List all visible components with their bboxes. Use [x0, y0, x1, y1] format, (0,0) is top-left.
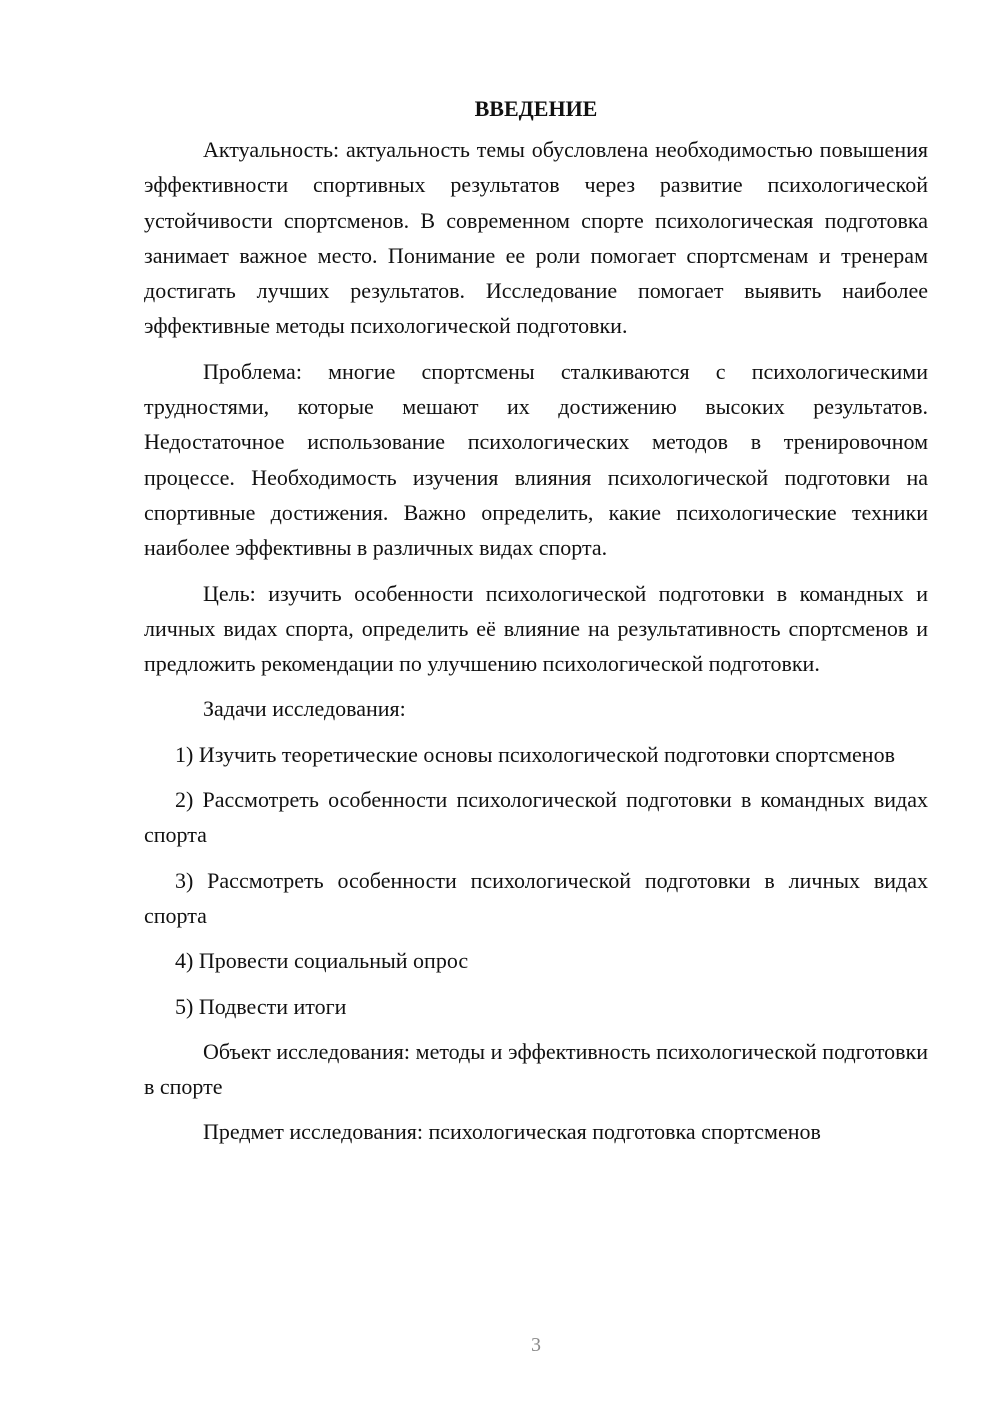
paragraph-tasks-heading: Задачи исследования:	[203, 696, 406, 722]
task-item-5: 5) Подвести итоги	[175, 993, 347, 1019]
paragraph-research-subject: Предмет исследования: психологическая подготовка спортсменов	[203, 1119, 821, 1145]
task-item-2: 2) Рассмотреть особенности психологической подготовки в командных видах спорта	[144, 787, 928, 848]
task-item-1: 1) Изучить теоретические основы психологической подготовки спортсменов	[175, 741, 895, 767]
page-title: ВВЕДЕНИЕ	[474, 96, 598, 121]
task-item-3: 3) Рассмотреть особенности психологической подготовки в личных видах спорта	[144, 867, 928, 928]
page-content	[144, 92, 928, 1160]
page-number: 3	[531, 1334, 541, 1356]
paragraph-problem: Проблема: многие спортсмены сталкиваются с психологическими трудностями, которые мешают их достижению высоких результатов. Недостаточное использование психологических методов в тренировочном процессе. Необходимость изучения влияния психологической подготовки на спортивные достижения. Важно определить, какие психологические техники наиболее эффективны в различных видах спорта.	[144, 358, 928, 561]
paragraph-research-object: Объект исследования: методы и эффективность психологической подготовки в спорте	[144, 1038, 928, 1100]
task-item-4: 4) Провести социальный опрос	[175, 948, 469, 974]
paragraph-relevance: Актуальность: актуальность темы обусловлена необходимостью повышения эффективности спортивных результатов через развитие психологической устойчивости спортсменов. В современном спорте психологическая подготовка занимает важное место. Понимание ее роли помогает спортсменам и тренерам достигать лучших результатов. Исследование помогает выявить наиболее эффективные методы психологической подготовки.	[144, 137, 928, 339]
paragraph-goal: Цель: изучить особенности психологической подготовки в командных и личных видах спорта, определить её влияние на результативность спортсменов и предложить рекомендации по улучшению психологической подготовки.	[144, 580, 928, 677]
